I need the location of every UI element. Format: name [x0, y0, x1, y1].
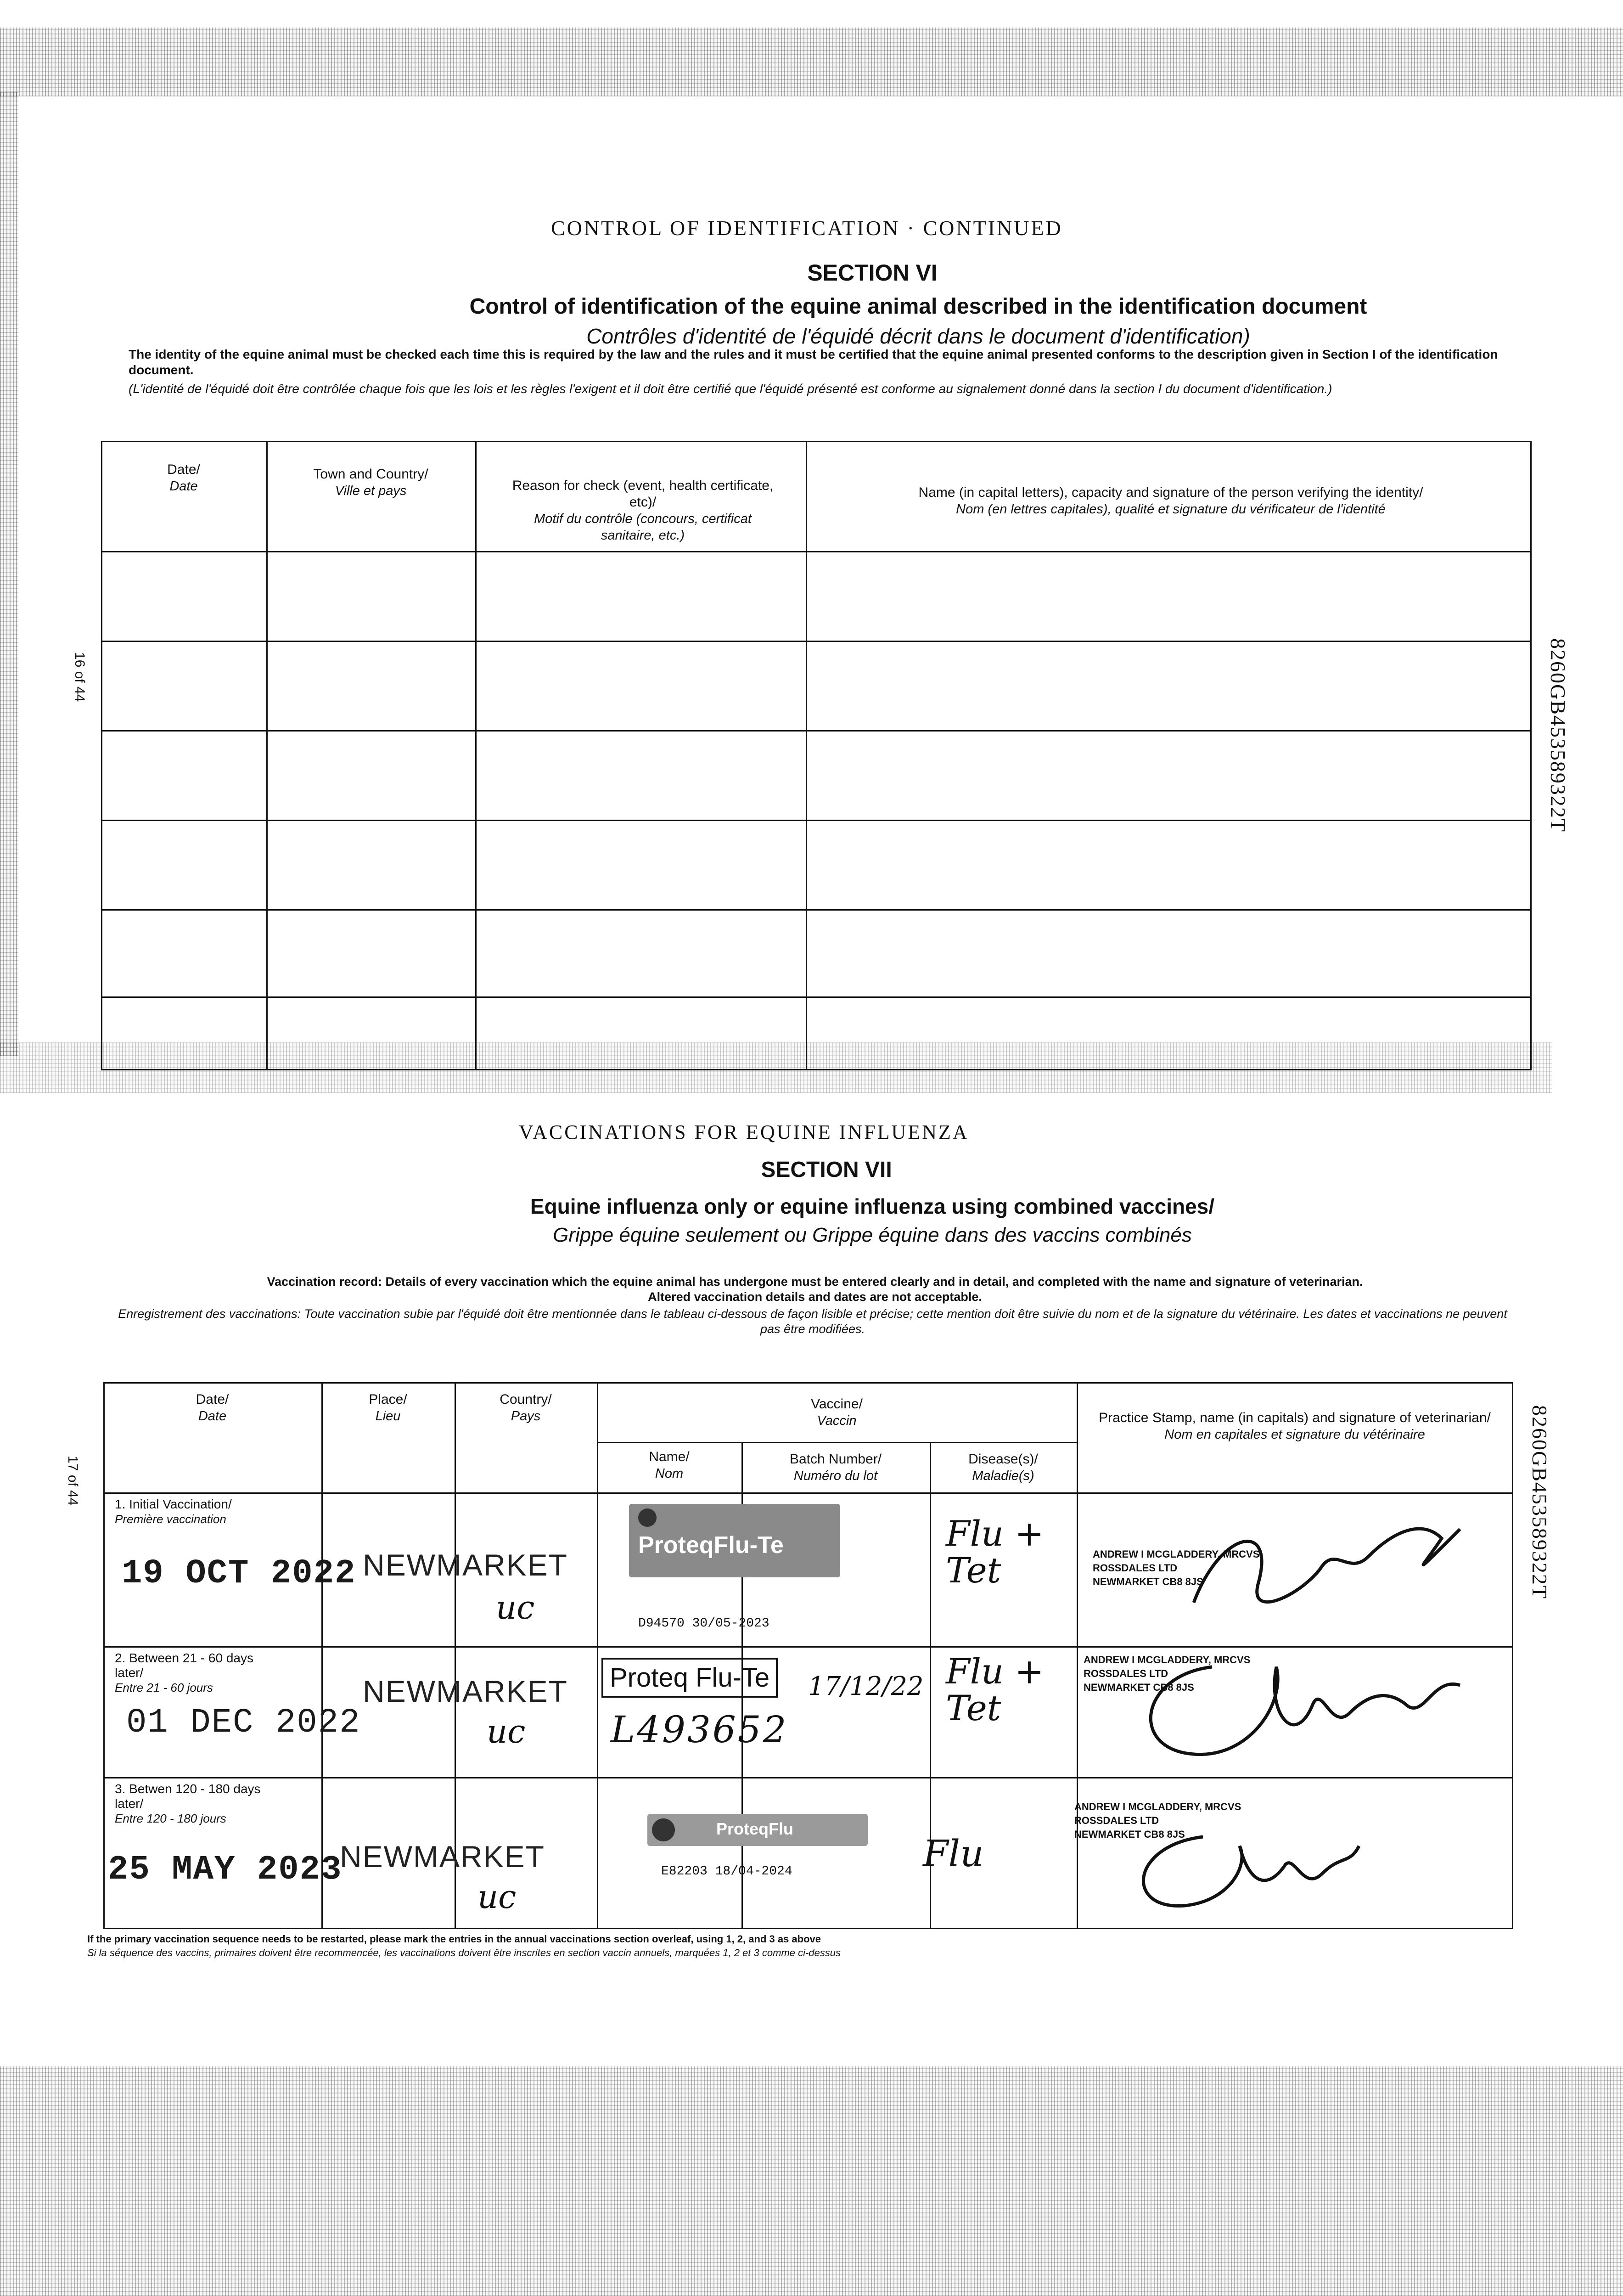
row3-place-stamp: NEWMARKET	[340, 1840, 545, 1874]
row3-label: 3. Betwen 120 - 180 days later/ Entre 120 - 180 jours	[115, 1782, 261, 1825]
col-header-verifier: Name (in capital letters), capacity and signature of the person verifying the identity/ Nom (en lettres capitales), qualité et signature du vérificateur de l'identité	[918, 485, 1423, 517]
section7-title: SECTION VII	[761, 1158, 892, 1182]
row1-vet-signature	[1185, 1502, 1478, 1639]
row2-batch-date-handwritten: 17/12/22	[808, 1671, 924, 1701]
section7-title-fr: Grippe équine seulement ou Grippe équine dans des vaccins combinés	[553, 1224, 1192, 1246]
row2-vaccine-stamp: Proteq Flu-Te	[601, 1658, 778, 1698]
row1-country-handwritten: uc	[496, 1589, 535, 1626]
row3-vet-signature	[1111, 1818, 1368, 1924]
vacc-header-stamp: Practice Stamp, name (in capitals) and signature of veterinarian/ Nom en capitales et signature du vétérinaire	[1099, 1410, 1491, 1442]
row3-vaccine-label: ProteqFlu	[647, 1814, 868, 1846]
page-number-lower: 17 of 44	[65, 1456, 80, 1506]
vacc-header-name: Name/ Nom	[649, 1449, 690, 1481]
row2-batch-handwritten: L493652	[611, 1708, 788, 1751]
section7-banner: VACCINATIONS FOR EQUINE INFLUENZA	[519, 1121, 969, 1143]
row1-disease-handwritten: Flu + Tet	[946, 1513, 1044, 1591]
vacc-header-country: Country/ Pays	[500, 1392, 552, 1424]
vacc-header-batch: Batch Number/ Numéro du lot	[789, 1452, 882, 1483]
footer-note-en: If the primary vaccination sequence needs to be restarted, please mark the entries in the annual vaccinations section overleaf, using 1, 2, and 3 as above	[87, 1933, 821, 1945]
vaccination-record-en: Vaccination record: Details of every vaccination which the equine animal has undergone must be entered clearly and in detail, and completed with the name and signature of veterinarian. Altered vaccination details and dates are not acceptable.	[267, 1275, 1363, 1304]
col-header-date: Date/ Date	[167, 462, 200, 494]
row1-batch: D94570 30/05-2023	[638, 1616, 769, 1631]
row2-country-handwritten: uc	[487, 1713, 526, 1750]
row2-date-stamp: 01 DEC 2022	[126, 1704, 361, 1742]
row2-vet-stamp: ANDREW I MCGLADDERY, MRCVS ROSSDALES LTD NEWMARKET CB8 8JS	[1084, 1654, 1251, 1693]
row3-disease-handwritten: Flu	[923, 1832, 984, 1875]
side-identifier-lower: 8260GB453589322T	[1528, 1405, 1551, 1599]
row1-date-stamp: 19 OCT 2022	[122, 1554, 356, 1593]
row3-date-stamp: 25 MAY 2023	[108, 1851, 343, 1889]
row1-vaccine-label: ProteqFlu-Te	[629, 1504, 840, 1577]
vacc-header-disease: Disease(s)/ Maladie(s)	[968, 1452, 1038, 1483]
vaccine-logo-icon	[638, 1508, 657, 1527]
row2-label: 2. Between 21 - 60 days later/ Entre 21 - 60 jours	[115, 1651, 253, 1694]
vacc-header-vaccine: Vaccine/ Vaccin	[811, 1396, 863, 1428]
vacc-header-place: Place/ Lieu	[369, 1392, 407, 1424]
row2-vet-signature	[1111, 1649, 1469, 1777]
section6-intro-en: The identity of the equine animal must be checked each time this is required by the law and the rules and it must be certified that the equine animal presented conforms to the description given in Section I of the identification document.	[129, 347, 1498, 377]
scan-noise-left	[0, 92, 18, 1056]
vaccine-logo-icon	[652, 1818, 675, 1841]
row3-vet-stamp: ANDREW I MCGLADDERY, MRCVS ROSSDALES LTD NEWMARKET CB8 8JS	[1074, 1801, 1241, 1840]
scan-noise-top	[0, 28, 1623, 96]
section6-intro-fr: (L'identité de l'équidé doit être contrôlée chaque fois que les lois et les règles l'exigent et il doit être certifié que l'équidé présenté est conforme au signalement donné dans la section I du document d'identification.)	[129, 382, 1332, 396]
vacc-header-date: Date/ Date	[196, 1392, 229, 1424]
section6-banner: CONTROL OF IDENTIFICATION · CONTINUED	[551, 216, 1063, 240]
row3-country-handwritten: uc	[477, 1878, 517, 1916]
col-header-town: Town and Country/ Ville et pays	[313, 467, 428, 498]
section6-title-fr: Contrôles d'identité de l'équidé décrit dans le document d'identification)	[586, 324, 1250, 348]
side-identifier-upper: 8260GB453589322T	[1546, 638, 1570, 833]
row2-disease-handwritten: Flu + Tet	[946, 1651, 1044, 1728]
row1-label: 1. Initial Vaccination/ Première vaccination	[115, 1497, 232, 1526]
page-number-upper: 16 of 44	[72, 652, 87, 702]
section6-title-en: Control of identification of the equine animal described in the identification document	[469, 294, 1367, 319]
vaccination-record-fr: Enregistrement des vaccinations: Toute vaccination subie par l'équidé doit être mentionnée dans le tableau ci-dessous de façon lisible et précise; cette mention doit être suivie du nom et de la signature du vétérinaire. Les dates et vaccinations ne peuvent pas être modifiées.	[118, 1307, 1507, 1336]
section6-title: SECTION VI	[807, 260, 938, 286]
row1-place-stamp: NEWMARKET	[363, 1548, 568, 1582]
section7-title-en: Equine influenza only or equine influenza using combined vaccines/	[530, 1194, 1215, 1218]
row3-batch: E82203 18/04-2024	[661, 1864, 792, 1879]
row2-place-stamp: NEWMARKET	[363, 1674, 568, 1708]
footer-note-fr: Si la séquence des vaccins, primaires doivent être recommencée, les vaccinations doivent être inscrites en section vaccin annuels, marquées 1, 2 et 3 comme ci-dessus	[87, 1947, 841, 1958]
row1-vet-stamp: ANDREW I MCGLADDERY, MRCVS ROSSDALES LTD NEWMARKET CB8 8JS	[1093, 1548, 1260, 1587]
scan-noise-bottom	[0, 2066, 1623, 2296]
col-header-reason: Reason for check (event, health certificate, etc)/ Motif du contrôle (concours, certificat sanitaire, etc.)	[512, 478, 774, 543]
